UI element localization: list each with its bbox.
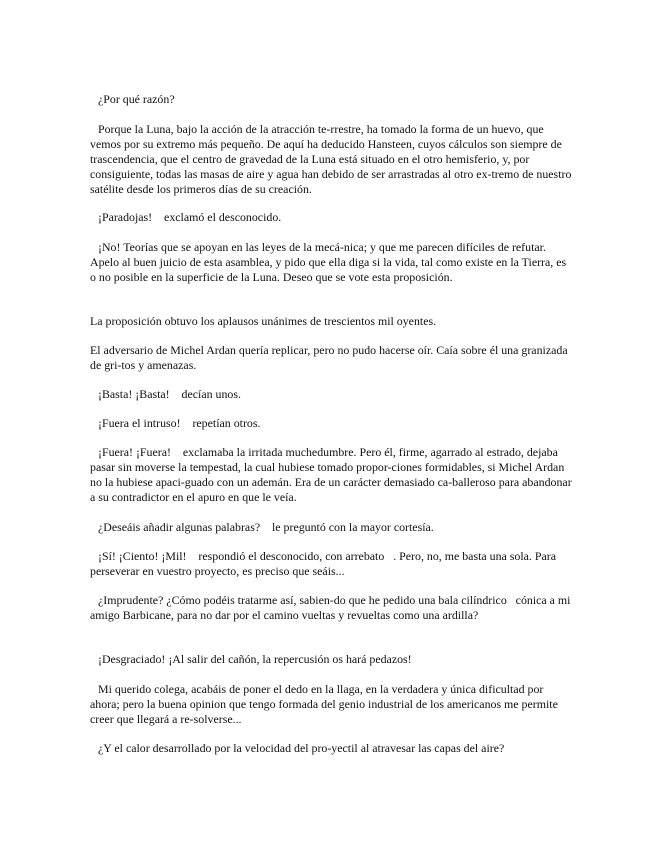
paragraph-fuera-intruso: ¡Fuera el intruso! repetían otros. xyxy=(98,416,261,430)
paragraph-deseais-anadir: ¿Deseáis añadir algunas palabras? le preguntó con la mayor cortesía. xyxy=(98,520,434,534)
paragraph-por-que-razon: ¿Por qué razón? xyxy=(98,92,175,106)
paragraph-paradojas: ¡Paradojas! exclamó el desconocido. xyxy=(98,210,282,224)
paragraph-calor-proyectil: ¿Y el calor desarrollado por la velocidad del pro-yectil al atravesar las capas del aire? xyxy=(98,741,505,755)
paragraph-adversario-replicar: El adversario de Michel Ardan quería replicar, pero no pudo hacerse oír. Caía sobre él una granizada de gri-tos y amenazas. xyxy=(90,343,571,372)
paragraph-imprudente: ¿Imprudente? ¿Cómo podéis tratarme así, sabien-do que he pedido una bala cilíndrico cónica a mi amigo Barbicane, para no dar por el camino vueltas y revueltas como una ardilla? xyxy=(90,593,574,622)
paragraph-forma-de-huevo: Porque la Luna, bajo la acción de la atracción te-rrestre, ha tomado la forma de un huevo, que vemos por su extremo más pequeño. De aquí ha deducido Hansteen, cuyos cálculos son siempre de trascendencia, que el centro de gravedad de la Luna está situado en el otro hemisferio, y, por consiguiente, todas las masas de aire y agua han debido de ser arrastradas al otro ex-tremo de nuestro satélite desde los primeros días de su creación. xyxy=(90,122,575,196)
paragraph-desgraciado: ¡Desgraciado! ¡Al salir del cañón, la repercusión os hará pedazos! xyxy=(98,652,412,666)
paragraph-ciento-mil: ¡Sí! ¡Ciento! ¡Mil! respondió el desconocido, con arrebato . Pero, no, me basta una sola. Para perseverar en vuestro proyecto, es preciso que seáis... xyxy=(90,549,559,578)
paragraph-fuera-muchedumbre: ¡Fuera! ¡Fuera! exclamaba la irritada muchedumbre. Pero él, firme, agarrado al estrado, dejaba pasar sin moverse la tempestad, la cual hubiese tomado propor-ciones formidables, si Michel Ardan no la hubiese apaci-guado con un ademán. Era de un carácter demasiado ca-balleroso para abandonar a su contradictor en el apuro en que le veía. xyxy=(90,445,575,504)
paragraph-basta: ¡Basta! ¡Basta! decían unos. xyxy=(98,387,241,401)
paragraph-teorias-mecanica: ¡No! Teorías que se apoyan en las leyes de la mecá-nica; y que me parecen difíciles de refutar. Apelo al buen juicio de esta asamblea, y pido que ella diga si la vida, tal como existe en la Tierra, es o no posible en la superficie de la Luna. Deseo que se vote esta proposición. xyxy=(90,240,570,284)
paragraph-querido-colega: Mi querido colega, acabáis de poner el dedo en la llaga, en la verdadera y única dificultad por ahora; pero la buena opinion que tengo formada del genio industrial de los americanos me permite creer que llegará a re-solverse... xyxy=(90,682,561,726)
paragraph-proposicion-aplausos: La proposición obtuvo los aplausos unánimes de trescientos mil oyentes. xyxy=(90,314,437,328)
